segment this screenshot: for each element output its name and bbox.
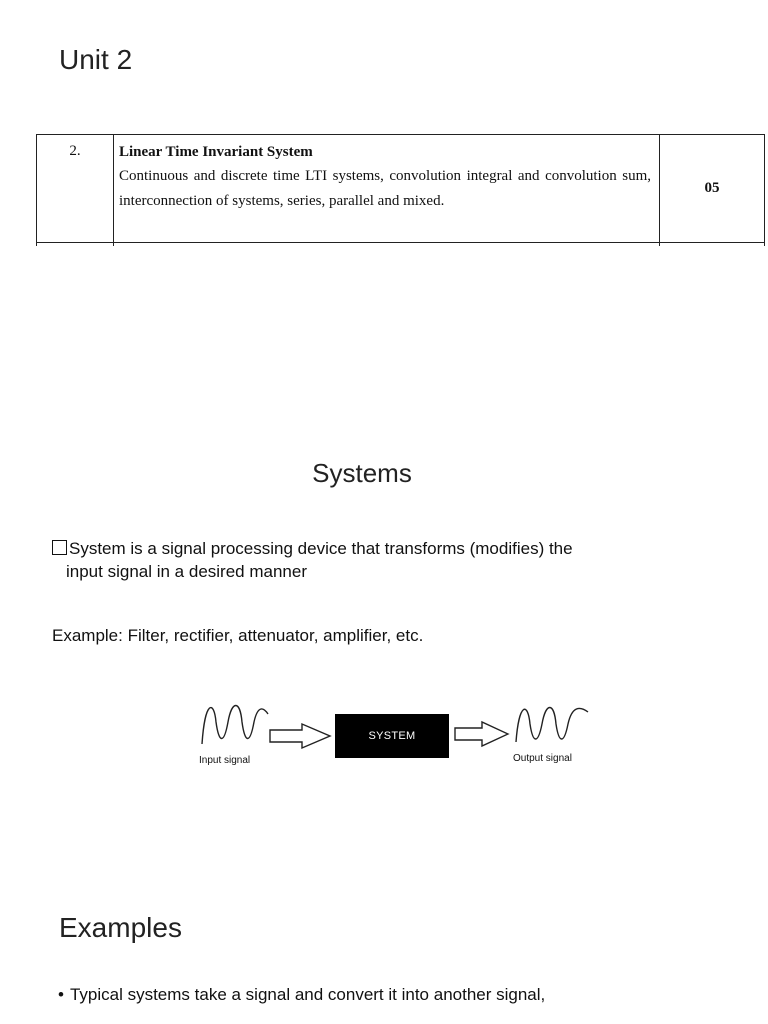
hours-cell: 05: [660, 135, 765, 243]
example-text: Example: Filter, rectifier, attenuator, amplifier, etc.: [52, 626, 424, 645]
slide-title-examples: Examples: [59, 912, 182, 943]
topic-title: Linear Time Invariant System: [119, 144, 313, 160]
slide-title-unit: Unit 2: [59, 44, 133, 75]
examples-bullet: [58, 985, 545, 1005]
topic-description: Continuous and discrete time LTI systems, convolution integral and convolution sum, interconnection of systems, series, parallel and mixed.: [119, 168, 651, 209]
input-signal-label: Input signal: [199, 755, 251, 766]
output-arrow-icon: [455, 722, 508, 746]
table-row: [37, 135, 765, 243]
bullet-dot-icon: •: [58, 985, 64, 1004]
bullet-line-2: input signal in a desired manner: [66, 562, 307, 581]
slide-title-systems: Systems: [312, 458, 412, 488]
input-wave-icon: [202, 706, 268, 745]
syllabus-table: [36, 134, 765, 246]
input-arrow-icon: [270, 724, 330, 748]
row-number-cell: 2.: [37, 135, 114, 243]
output-signal-label: Output signal: [513, 753, 572, 764]
topic-cell: [114, 135, 660, 243]
examples-bullet-text: Typical systems take a signal and convert it into another signal,: [69, 985, 546, 1004]
output-wave-icon: [516, 708, 588, 743]
table-row-stub: [37, 242, 765, 246]
bullet-line-1: System is a signal processing device that transforms (modifies) the: [69, 539, 573, 558]
checkbox-bullet-icon: [52, 540, 67, 555]
system-definition-bullet: [52, 537, 702, 583]
system-block: SYSTEM: [335, 714, 449, 758]
